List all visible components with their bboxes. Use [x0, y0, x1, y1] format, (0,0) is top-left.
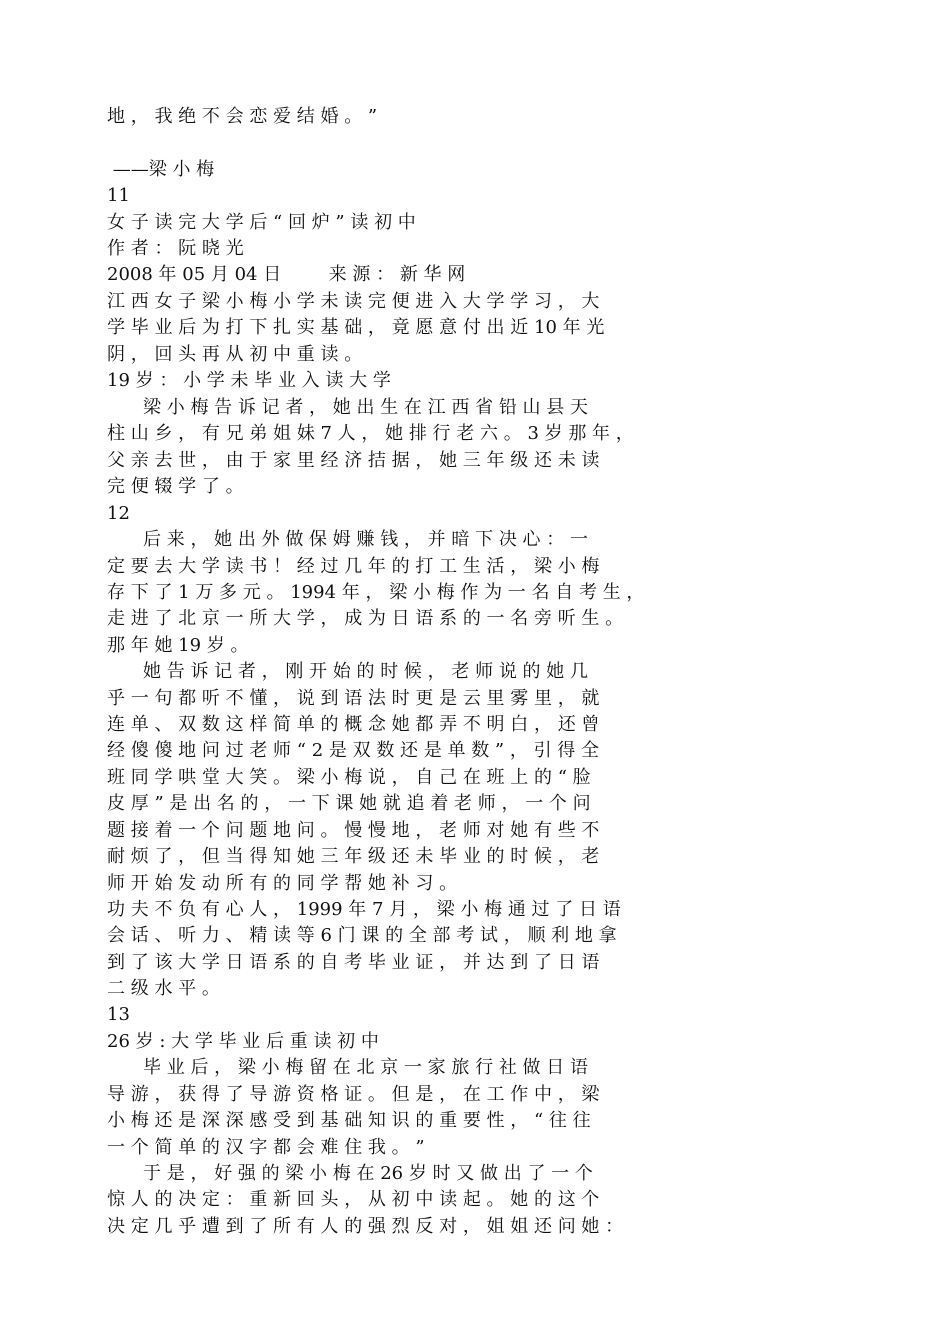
text-line: 定 要 去 大 学 读 书 ！ 经 过 几 年 的 打 工 生 活 ， 梁 小 梅	[107, 556, 600, 577]
text-line: 会 话 、 听 力 、 精 读 等 6 门 课 的 全 部 考 试 ， 顺 利 地 拿	[107, 925, 617, 946]
article-title: 女 子 读 完 大 学 后 “ 回 炉 ” 读 初 中	[107, 212, 416, 233]
text-line: 地 ， 我 绝 不 会 恋 爱 结 婚 。 ”	[107, 106, 378, 127]
author-line: 作 者 ： 阮 晓 光	[107, 238, 244, 259]
date-source-line: 2008 年 05 月 04 日 来 源 ： 新 华 网	[107, 264, 466, 285]
text-line: 二 级 水 平 。	[107, 978, 220, 999]
text-line: 乎 一 句 都 听 不 懂 ， 说 到 语 法 时 更 是 云 里 雾 里 ， 就	[107, 688, 600, 709]
text-line: 小 梅 还 是 深 深 感 受 到 基 础 知 识 的 重 要 性 ， “ 往 往	[107, 1110, 591, 1131]
text-line: 皮 厚 ” 是 出 名 的 ， 一 下 课 她 就 追 着 老 师 ， 一 个 问	[107, 793, 591, 814]
page-number: 13	[107, 1004, 130, 1025]
text-line: 于 是 ， 好 强 的 梁 小 梅 在 26 岁 时 又 做 出 了 一 个	[107, 1163, 593, 1184]
text-line: 父 亲 去 世 ， 由 于 家 里 经 济 拮 据 ， 她 三 年 级 还 未 读	[107, 450, 600, 471]
text-line: 到 了 该 大 学 日 语 系 的 自 考 毕 业 证 ， 并 达 到 了 日 语	[107, 952, 600, 973]
text-line: 江 西 女 子 梁 小 梅 小 学 未 读 完 便 进 入 大 学 学 习 ， 大	[107, 291, 600, 312]
page-number: 12	[107, 503, 130, 524]
text-line: 柱 山 乡 ， 有 兄 弟 姐 妹 7 人 ， 她 排 行 老 六 。 3 岁 那 年 ，	[107, 423, 634, 444]
text-line: 惊 人 的 决 定 ： 重 新 回 头 ， 从 初 中 读 起 。 她 的 这 个	[107, 1189, 600, 1210]
text-line: 功 夫 不 负 有 心 人 ， 1999 年 7 月 ， 梁 小 梅 通 过 了 日 语	[107, 899, 621, 920]
text-line: 毕 业 后 ， 梁 小 梅 留 在 北 京 一 家 旅 行 社 做 日 语	[107, 1057, 588, 1078]
signature-line: ——梁 小 梅	[107, 159, 215, 180]
text-line: 耐 烦 了 ， 但 当 得 知 她 三 年 级 还 未 毕 业 的 时 候 ， 老	[107, 846, 600, 867]
section-heading: 26 岁 : 大 学 毕 业 后 重 读 初 中	[107, 1031, 379, 1052]
page-number: 11	[107, 185, 130, 206]
text-line: 走 进 了 北 京 一 所 大 学 ， 成 为 日 语 系 的 一 名 旁 听 生 。	[107, 608, 624, 629]
text-line: 题 接 着 一 个 问 题 地 问 。 慢 慢 地 ， 老 师 对 她 有 些 不	[107, 820, 600, 841]
text-line: 那 年 她 19 岁 。	[107, 635, 249, 656]
text-line: 学 毕 业 后 为 打 下 扎 实 基 础 ， 竟 愿 意 付 出 近 10 年 光	[107, 317, 605, 338]
text-line: 决 定 几 乎 遭 到 了 所 有 人 的 强 烈 反 对 ， 姐 姐 还 问 她 ：	[107, 1216, 624, 1237]
text-line: 一 个 简 单 的 汉 字 都 会 难 住 我 。 ”	[107, 1137, 425, 1158]
text-line: 班 同 学 哄 堂 大 笑 。 梁 小 梅 说 ， 自 己 在 班 上 的 “ 脸	[107, 767, 591, 788]
text-line: 导 游 ， 获 得 了 导 游 资 格 证 。 但 是 ， 在 工 作 中 ， 梁	[107, 1084, 600, 1105]
text-line: 经 傻 傻 地 问 过 老 师 “ 2 是 双 数 还 是 单 数 ” ， 引 得 全	[107, 740, 600, 761]
text-line: 师 开 始 发 动 所 有 的 同 学 帮 她 补 习 。	[107, 873, 458, 894]
text-line: 连 单 、 双 数 这 样 简 单 的 概 念 她 都 弄 不 明 白 ， 还 曾	[107, 714, 600, 735]
text-line: 后 来 ， 她 出 外 做 保 姆 赚 钱 ， 并 暗 下 决 心 ： 一	[107, 529, 588, 550]
section-heading: 19 岁 ： 小 学 未 毕 业 入 读 大 学	[107, 370, 391, 391]
text-line: 她 告 诉 记 者 ， 刚 开 始 的 时 候 ， 老 师 说 的 她 几	[107, 661, 588, 682]
text-line: 存 下 了 1 万 多 元 。 1994 年 ， 梁 小 梅 作 为 一 名 自 考 生 ，	[107, 582, 645, 603]
text-line: 完 便 辍 学 了 。	[107, 476, 244, 497]
text-line: 阴 ， 回 头 再 从 初 中 重 读 。	[107, 344, 363, 365]
text-line: 梁 小 梅 告 诉 记 者 ， 她 出 生 在 江 西 省 铅 山 县 天	[107, 397, 588, 418]
